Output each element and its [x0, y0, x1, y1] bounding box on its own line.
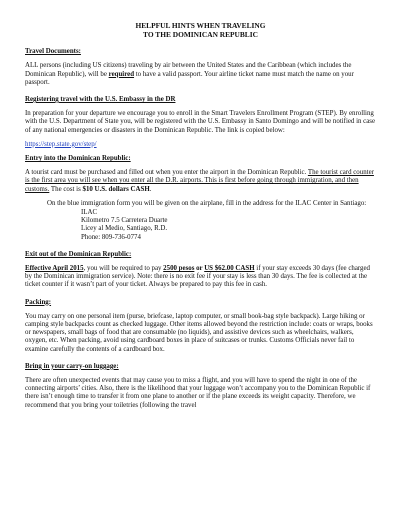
- heading-travel-documents: Travel Documents:: [25, 48, 81, 56]
- required-emphasis: required: [108, 70, 135, 78]
- address-phone: Phone: 809-736-0774: [81, 233, 141, 241]
- entry-paragraph: [25, 169, 376, 194]
- entry-text-end: .: [149, 185, 152, 193]
- document-title: [25, 22, 376, 39]
- address-line: ILAC: [81, 209, 98, 217]
- step-link[interactable]: https://step.state.gov/step/: [25, 140, 97, 148]
- heading-exit: Exit out of the Dominican Republic:: [25, 250, 132, 258]
- travel-documents-paragraph: [25, 62, 376, 87]
- ilac-address: [81, 209, 376, 242]
- travel-documents-text-b: to have a valid passport. Your airline ticket name must match the name on your passport.: [25, 70, 354, 86]
- heading-carry-on: Bring in your carry-on luggage:: [25, 362, 119, 370]
- entry-text-a: A tourist card must be purchased and filled out when you enter the airport in the Dominican Republic.: [25, 169, 308, 177]
- packing-paragraph: You may carry on one personal item (purse, briefcase, laptop computer, or small book-bag style backpack). Large hiking or camping style backpacks count as checked luggage. Other items allowed beyond the restriction include: coats or wraps, books or newspapers, small bags of food that are consumable (no liquids), and assistive devices such as wheelchairs, walkers, oxygen, etc. When packing, avoid using cardboard boxes in place of suitcases or trunks. Customs Officials never fail to examine carefully the contents of a cardboard box.: [25, 312, 373, 353]
- address-line: Kilometro 7.5 Carretera Duarte: [81, 217, 168, 225]
- exit-text-a: , you will be required to pay: [83, 265, 164, 273]
- exit-amount-pesos: 2500 pesos: [163, 265, 195, 273]
- entry-cost: $10 U.S. dollars CASH: [82, 185, 150, 193]
- entry-text-b: The cost is: [49, 185, 83, 193]
- carry-on-paragraph: There are often unexpected events that may cause you to miss a flight, and you will have to spend the night in one of the connecting airports’ cities. Also, there is the likelihood that your luggage won’t accompany you to the Dominican Republic if there isn’t enough time to transfer it from one plane to another or if the plane exceeds its weight capacity. Therefore, we recommend that you bring your toiletries (following the travel: [25, 377, 371, 409]
- address-line: Licey al Medio, Santiago, R.D.: [81, 225, 168, 233]
- title-line-1: HELPFUL HINTS WHEN TRAVELING: [135, 21, 266, 30]
- exit-paragraph: [25, 265, 376, 290]
- exit-or: or: [194, 265, 205, 273]
- travel-documents-text-a: ALL persons (including US citizens) traveling by air between the United States and the Caribbean (which includes the Dominican Republic), will be: [25, 62, 352, 78]
- heading-entry: Entry into the Dominican Republic:: [25, 155, 131, 163]
- title-line-2: TO THE DOMINICAN REPUBLIC: [143, 29, 258, 39]
- embassy-paragraph: In preparation for your departure we encourage you to enroll in the Smart Travelers Enrollment Program (STEP). By enrolling with the U.S. Department of State you, will be registered with the U.S. Embassy in Santo Domingo and will be notified in case of any national emergencies or disasters in the Dominican Republic. The link is copied below:: [25, 110, 376, 134]
- exit-effective-date: Effective April 2015: [25, 265, 84, 273]
- immigration-form-paragraph: On the blue immigration form you will be given on the airplane, fill in the address for the ILAC Center in Santiago:: [47, 199, 367, 207]
- heading-embassy: Registering travel with the U.S. Embassy in the DR: [25, 96, 176, 103]
- entry-tourist-card-note: The tourist card counter is the first area you will see when you enter all the D.R. airports. This is first before going through immigration, and then customs.: [25, 169, 374, 193]
- exit-text-b: if your stay exceeds 30 days (fee charged by the Dominican immigration service). Note: there is no exit fee if your stay is less than 30 days. The fee is collected at the ticket counter if it wasn’t part of your ticket. Always be prepared to pay this fee in cash.: [25, 265, 370, 289]
- exit-amount-usd: US $62.00 CASH: [204, 265, 255, 273]
- heading-packing: Packing:: [25, 298, 52, 306]
